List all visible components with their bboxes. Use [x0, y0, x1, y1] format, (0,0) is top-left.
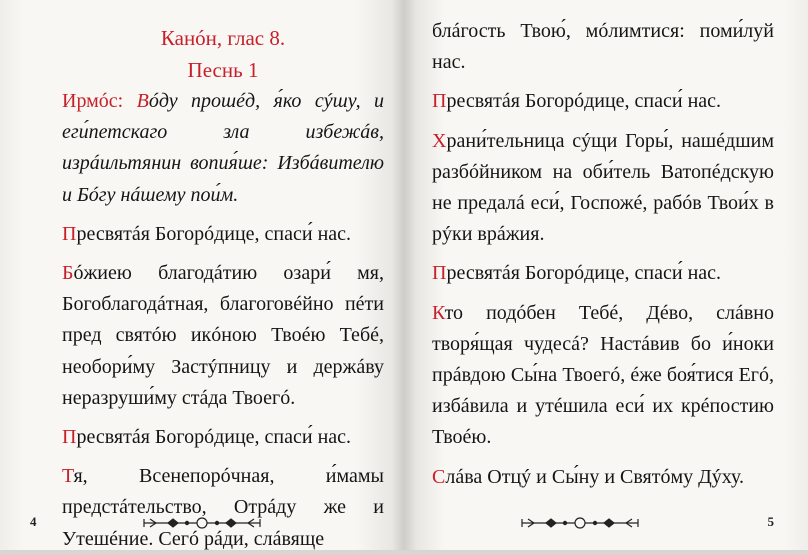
drop-initial: Т: [62, 465, 74, 488]
refrain-paragraph: [432, 258, 774, 289]
paragraph-text: то подóбен Тебé, Дéво, слáвно творя́щая чудесá? Настáвив бо и́ноки прáвдою Сы́на Твоегó, éже боя́тися Егó, избáвила и утéшила еси́ их крéпостию Твоéю.: [432, 301, 774, 449]
drop-initial: Х: [432, 129, 447, 152]
paragraph-text: óжиею благодáтию озари́ мя, Богоблагодáтная, благоговéйно пéти пред святóю икóною Твоéю Тебé, необори́му Застýпницу и держáву неразруши́му стáда Твоегó.: [62, 262, 384, 409]
irmos-paragraph: [62, 86, 384, 211]
continuation-paragraph: [432, 16, 774, 78]
drop-initial: П: [62, 426, 77, 449]
left-page: [0, 0, 404, 550]
paragraph-text: ресвятáя Богорóдице, спаси́ нас.: [76, 222, 352, 245]
drop-initial: П: [62, 222, 77, 245]
paragraph-text: ресвятáя Богорóдице, спаси́ нас.: [76, 426, 352, 449]
drop-initial: П: [432, 262, 447, 285]
irmos-initial: В: [136, 90, 149, 112]
drop-initial: Б: [62, 262, 74, 285]
refrain-paragraph: [432, 86, 774, 117]
page-number: 4: [30, 514, 37, 529]
right-page: [404, 0, 808, 550]
ornament-divider-icon: [142, 516, 262, 530]
troparion-paragraph: [432, 298, 774, 454]
doxology-paragraph: [432, 462, 774, 493]
paragraph-text: рани́тельница сýщи Горы́, нашéдшим разбóйником на оби́тель Ватопéдскую не предалá еси́, Госпожé, рабóв Твои́х в рýки врáжия.: [432, 129, 774, 246]
page-footer: [404, 514, 808, 530]
canon-heading: Канóн, глас 8.: [160, 26, 286, 50]
paragraph-text: ресвятáя Богорóдице, спаси́ нас.: [446, 262, 722, 285]
page-footer: [0, 514, 404, 530]
paragraph-text: я, Всенепорóчная, и́мамы предстáтельство, Отрáду же и Утешéние. Сегó рáди, слáвяще: [62, 465, 384, 550]
troparion-paragraph: [432, 126, 774, 251]
irmos-text: óду прошéд, я́ко сýшу, и еги́петскаго зла избежáв, изрáильтянин вопия́ше: Избáвителю и Бóгу нáшему пои́м.: [62, 90, 384, 206]
ode-heading: Песнь 1: [187, 58, 259, 82]
paragraph-text: блáгость Твою́, мóлимтися: поми́луй нас.: [432, 20, 774, 74]
irmos-label: Ирмóс:: [62, 90, 137, 112]
refrain-paragraph: [62, 219, 384, 250]
drop-initial: С: [432, 465, 446, 488]
refrain-paragraph: [62, 422, 384, 453]
troparion-paragraph: [62, 461, 384, 555]
paragraph-text: лáва Отцý и Сы́ну и Святóму Дýху.: [445, 465, 745, 488]
drop-initial: П: [432, 90, 447, 113]
drop-initial: К: [432, 301, 445, 324]
paragraph-text: ресвятáя Богорóдице, спаси́ нас.: [446, 90, 722, 113]
ornament-divider-icon: [520, 516, 640, 530]
page-number: 5: [767, 514, 774, 529]
troparion-paragraph: [62, 258, 384, 414]
